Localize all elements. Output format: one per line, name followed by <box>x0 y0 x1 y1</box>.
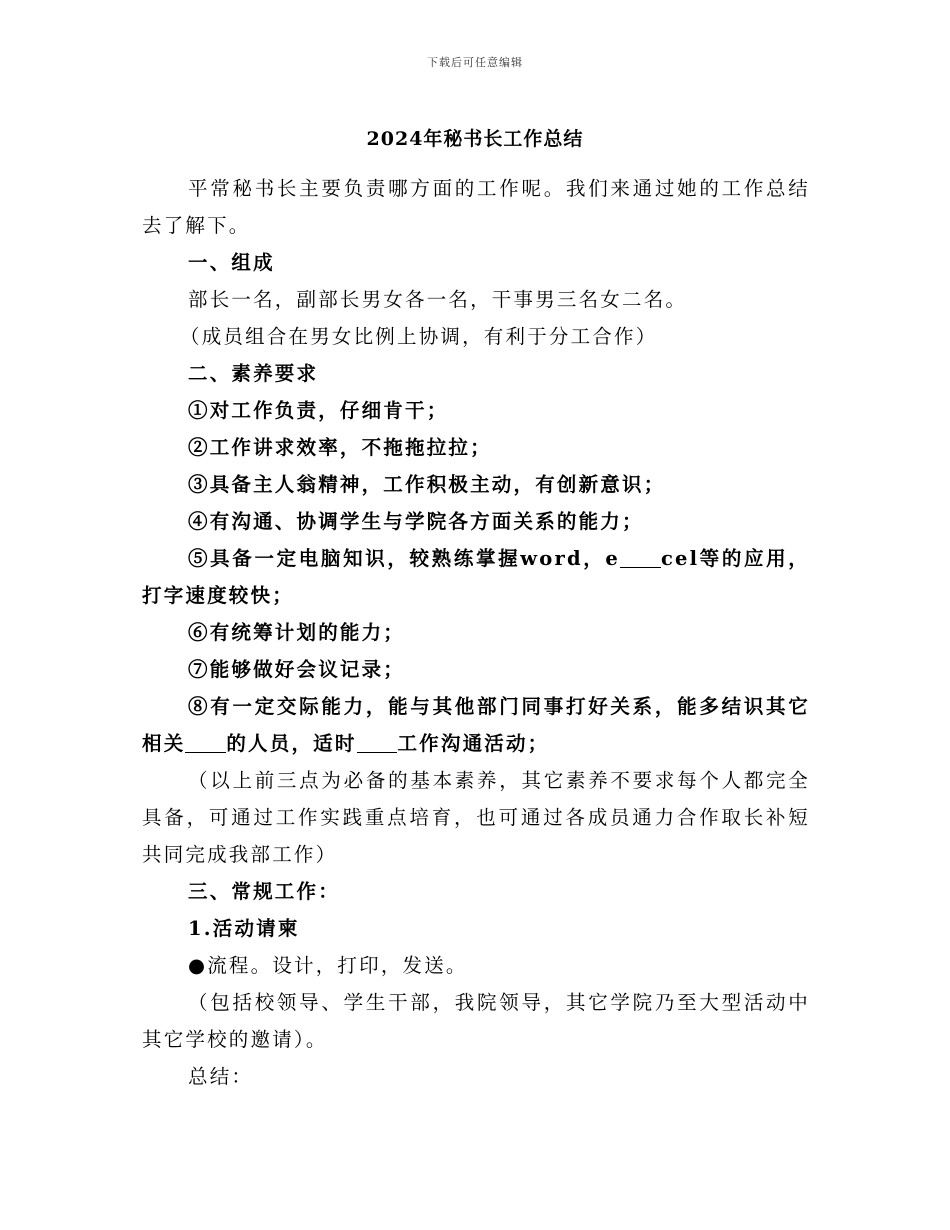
item1-flow: ●流程。设计，打印，发送。 <box>188 954 468 977</box>
requirements-note: （以上前三点为必备的基本素养，其它素养不要求每个人都完全具备，可通过工作实践重点培育，也可通过各成员通力合作取长补短共同完成我部工作） <box>142 769 810 866</box>
section1-line1: 部长一名，副部长男女各一名，干事男三名女二名。 <box>188 288 688 311</box>
section3-heading: 三、常规工作： <box>188 880 340 903</box>
requirement-5-part1: ⑤具备一定电脑知识，较熟练掌握word，e <box>188 547 620 570</box>
requirement-6: ⑥有统筹计划的能力； <box>188 621 406 644</box>
requirement-4: ④有沟通、协调学生与学院各方面关系的能力； <box>188 510 644 533</box>
summary-label: 总结： <box>188 1065 254 1088</box>
requirement-5 <box>142 540 810 614</box>
requirement-3: ③具备主人翁精神，工作积极主动，有创新意识； <box>188 473 666 496</box>
requirement-1: ①对工作负责，仔细肯干； <box>188 399 449 422</box>
requirement-8 <box>142 688 810 762</box>
requirement-5-part2: cel等的应用，打字速度较快； <box>142 547 810 607</box>
section1-line2: （成员组合在男女比例上协调，有利于分工合作） <box>180 325 658 348</box>
blank-underline <box>620 547 661 568</box>
blank-underline <box>357 732 398 753</box>
document-title: 2024年秘书长工作总结 <box>366 128 584 150</box>
requirement-8-part1: ⑧有一定交际能力，能与其他部门同事打好关系，能多结识其它相关 <box>142 695 810 755</box>
requirement-8-part3: 工作沟通活动； <box>397 732 550 755</box>
blank-underline <box>185 732 226 753</box>
intro-paragraph: 平常秘书长主要负责哪方面的工作呢。我们来通过她的工作总结去了解下。 <box>142 177 810 237</box>
requirement-8-part2: 的人员，适时 <box>226 732 357 755</box>
item1-heading: 1.活动请柬 <box>188 917 300 940</box>
item1-note: （包括校领导、学生干部，我院领导，其它学院乃至大型活动中其它学校的邀请）。 <box>142 991 810 1051</box>
document-body <box>142 170 810 1095</box>
requirement-2: ②工作讲求效率，不拖拖拉拉； <box>188 436 492 459</box>
section1-heading: 一、组成 <box>188 251 275 274</box>
requirement-7: ⑦能够做好会议记录； <box>188 658 406 681</box>
section2-heading: 二、素养要求 <box>188 362 319 385</box>
page-header-note: 下载后可任意编辑 <box>427 56 523 69</box>
